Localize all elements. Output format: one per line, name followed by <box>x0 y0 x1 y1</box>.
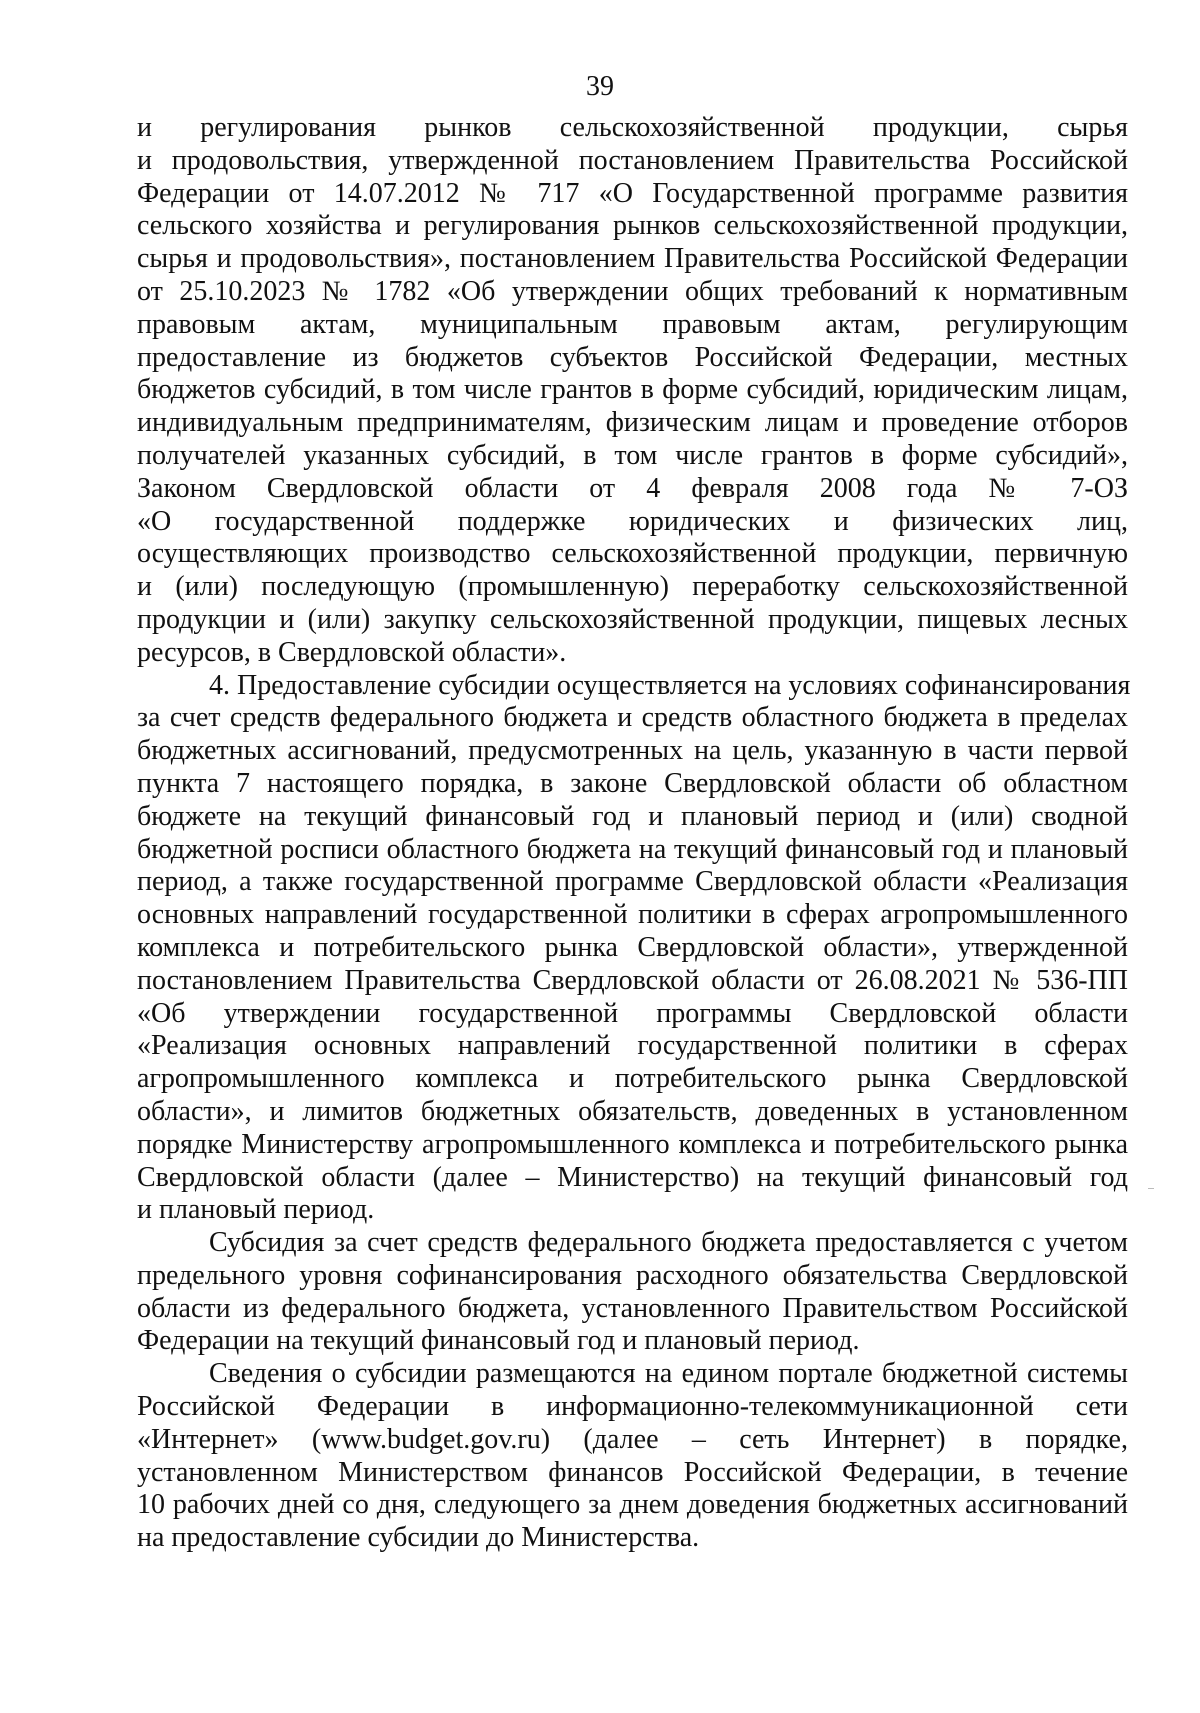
text-line: и регулирования рынков сельскохозяйственной продукции, сырья <box>137 112 1128 143</box>
text-line: сельского хозяйства и регулирования рынков сельскохозяйственной продукции, <box>137 210 1128 242</box>
text-line: 10 рабочих дней со дня, следующего за днем доведения бюджетных ассигнований <box>137 1489 1128 1521</box>
text-line: за счет средств федерального бюджета и средств областного бюджета в пределах <box>137 702 1128 734</box>
text-line: Федерации на текущий финансовый год и плановый период. <box>137 1325 860 1357</box>
page-number: 39 <box>586 71 614 102</box>
text-line: «Об утверждении государственной программы Свердловской области <box>137 997 1128 1029</box>
text-line: бюджете на текущий финансовый год и плановый период и (или) сводной <box>137 800 1128 832</box>
text-line: постановлением Правительства Свердловской области от 26.08.2021 № 536-ПП <box>137 964 1128 996</box>
text-line: и плановый период. <box>137 1194 375 1226</box>
paragraph-continuation <box>137 112 1128 670</box>
text-line: бюджетной росписи областного бюджета на текущий финансовый год и плановый <box>137 833 1128 865</box>
text-line: сырья и продовольствия», постановлением Правительства Российской Федерации <box>137 243 1128 275</box>
text-line: комплекса и потребительского рынка Свердловской области», утвержденной <box>137 931 1128 963</box>
text-line: бюджетов субсидий, в том числе грантов в форме субсидий, юридическим лицам, <box>137 374 1128 406</box>
margin-mark <box>1148 1188 1154 1189</box>
text-line: ресурсов, в Свердловской области». <box>137 636 567 668</box>
text-line: основных направлений государственной политики в сферах агропромышленного <box>137 899 1128 931</box>
text-line: Российской Федерации в информационно-телекоммуникационной сети <box>137 1391 1128 1423</box>
document-body <box>137 112 1131 1555</box>
text-line: Свердловской области (далее – Министерство) на текущий финансовый год <box>137 1161 1128 1193</box>
text-line: «Реализация основных направлений государственной политики в сферах <box>137 1030 1128 1062</box>
text-line: 4. Предоставление субсидии осуществляется на условиях софинансирования <box>209 669 1131 701</box>
text-line: период, а также государственной программе Свердловской области «Реализация <box>137 866 1128 898</box>
text-line: порядке Министерству агропромышленного комплекса и потребительского рынка <box>137 1128 1128 1160</box>
text-line: предоставление из бюджетов субъектов Российской Федерации, местных <box>137 341 1128 373</box>
text-line: области», и лимитов бюджетных обязательств, доведенных в установленном <box>137 1095 1128 1127</box>
text-line: Законом Свердловской области от 4 февраля 2008 года № 7-ОЗ <box>137 472 1128 504</box>
paragraph-federal-subsidy <box>137 1227 1128 1358</box>
paragraph-item-4 <box>137 669 1131 1228</box>
text-line: и (или) последующую (промышленную) переработку сельскохозяйственной <box>137 571 1128 603</box>
text-line: индивидуальным предпринимателям, физическим лицам и проведение отборов <box>137 407 1128 439</box>
text-line: продукции и (или) закупку сельскохозяйственной продукции, пищевых лесных <box>137 603 1128 635</box>
text-line: и продовольствия, утвержденной постановлением Правительства Российской <box>137 144 1128 176</box>
text-line: Субсидия за счет средств федерального бюджета предоставляется с учетом <box>209 1227 1128 1259</box>
text-line: «О государственной поддержке юридических и физических лиц, <box>137 505 1128 537</box>
text-line: от 25.10.2023 № 1782 «Об утверждении общих требований к нормативным <box>137 275 1128 307</box>
text-line: предельного уровня софинансирования расходного обязательства Свердловской <box>137 1259 1128 1291</box>
text-line: пункта 7 настоящего порядка, в законе Свердловской области об областном <box>137 767 1128 799</box>
text-line: области из федерального бюджета, установленного Правительством Российской <box>137 1292 1128 1324</box>
text-line: бюджетных ассигнований, предусмотренных на цель, указанную в части первой <box>137 735 1128 767</box>
paragraph-subsidy-info <box>137 1358 1128 1555</box>
text-line: установленном Министерством финансов Российской Федерации, в течение <box>137 1456 1128 1488</box>
text-line: правовым актам, муниципальным правовым актам, регулирующим <box>137 308 1128 340</box>
text-line: на предоставление субсидии до Министерства. <box>137 1522 700 1554</box>
text-line: получателей указанных субсидий, в том числе грантов в форме субсидий», <box>137 439 1128 471</box>
text-line: «Интернет» (www.budget.gov.ru) (далее – сеть Интернет) в порядке, <box>137 1423 1128 1455</box>
text-line: агропромышленного комплекса и потребительского рынка Свердловской <box>137 1063 1128 1095</box>
text-line: Сведения о субсидии размещаются на едином портале бюджетной системы <box>209 1358 1128 1390</box>
text-line: осуществляющих производство сельскохозяйственной продукции, первичную <box>137 538 1128 570</box>
text-line: Федерации от 14.07.2012 № 717 «О Государственной программе развития <box>137 177 1128 209</box>
